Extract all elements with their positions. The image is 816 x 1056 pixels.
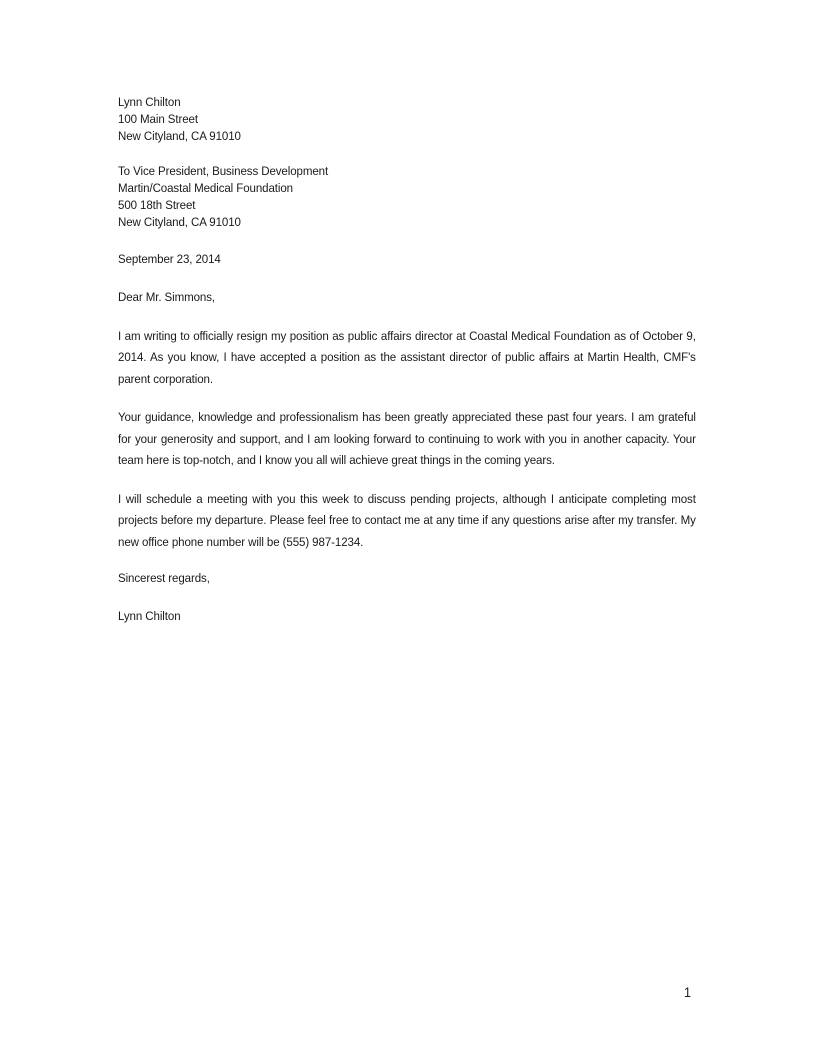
salutation: Dear Mr. Simmons, — [118, 289, 216, 304]
signature-name: Lynn Chilton — [118, 608, 181, 623]
spacer — [118, 306, 696, 326]
sender-street: 100 Main Street — [118, 112, 198, 127]
spacer — [118, 231, 696, 251]
spacer — [118, 390, 696, 407]
body-paragraph-1: I am writing to officially resign my position as public affairs director at Coastal Medical Foundation as of October 9, 2014. As you know, I have accepted a position as the assistant director of public affairs at Martin Health, CMF's parent corporation. — [118, 328, 696, 386]
recipient-organization: Martin/Coastal Medical Foundation — [118, 180, 293, 195]
spacer — [118, 146, 696, 163]
page-number: 1 — [684, 985, 691, 1000]
recipient-address-block — [118, 163, 696, 232]
valediction: Sincerest regards, — [118, 571, 210, 586]
letter-date-block — [118, 251, 696, 268]
spacer — [118, 553, 696, 570]
salutation-block — [118, 289, 696, 306]
recipient-street: 500 18th Street — [118, 198, 196, 213]
letter-content — [118, 94, 696, 625]
sender-city-state-zip: New Cityland, CA 91010 — [118, 129, 241, 144]
spacer — [118, 472, 696, 489]
spacer — [118, 269, 696, 289]
sender-name: Lynn Chilton — [118, 95, 181, 109]
spacer — [118, 588, 696, 608]
sender-address-block — [118, 94, 696, 146]
letter-date: September 23, 2014 — [118, 252, 221, 267]
body-paragraph-2: Your guidance, knowledge and professionalism has been greatly appreciated these past four years. I am grateful for your generosity and support, and I am looking forward to continuing to work with you in another capacity. Your team here is top-notch, and I know you all will achieve great things in the coming years. — [118, 410, 696, 468]
body-paragraph-3: I will schedule a meeting with you this week to discuss pending projects, although I anticipate completing most projects before my departure. Please feel free to contact me at any time if any questions arise after my transfer. My new office phone number will be (555) 987-1234. — [118, 491, 696, 549]
recipient-title: To Vice President, Business Development — [118, 163, 329, 178]
recipient-city-state-zip: New Cityland, CA 91010 — [118, 215, 241, 230]
